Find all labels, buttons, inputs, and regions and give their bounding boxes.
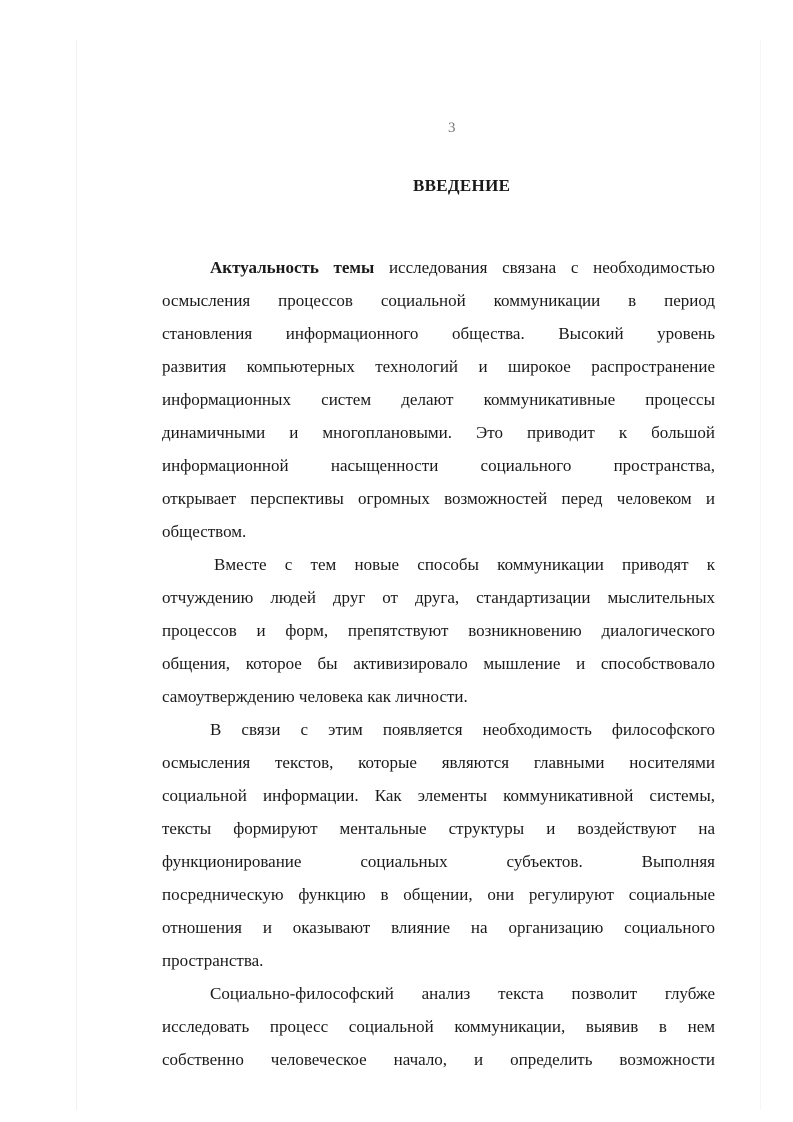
paragraph-1-line-6: динамичными и многоплановыми. Это приводит к большой [162,423,715,442]
bold-term: Актуальность темы [210,258,375,277]
paragraph-1-line-2: осмысления процессов социальной коммуникации в период [162,291,715,310]
paragraph-3-line-3: социальной информации. Как элементы коммуникативной системы, [162,786,715,805]
paragraph-1-line-5: информационных систем делают коммуникативные процессы [162,390,715,409]
paragraph-1-line-3: становления информационного общества. Высокий уровень [162,324,715,343]
paragraph-3-line-7: отношения и оказывают влияние на организацию социального [162,918,715,937]
paragraph-3-line-1: В связи с этим появляется необходимость философского [210,720,715,739]
paragraph-1-line-8: открывает перспективы огромных возможностей перед человеком и [162,489,715,508]
paragraph-2-line-4: общения, которое бы активизировало мышление и способствовало [162,654,715,673]
paragraph-2-line-3: процессов и форм, препятствуют возникновению диалогического [162,621,715,640]
paragraph-2-line-1: Вместе с тем новые способы коммуникации приводят к [214,555,715,574]
paragraph-3-line-4: тексты формируют ментальные структуры и воздействуют на [162,819,715,838]
paragraph-1-line-9: обществом. [162,522,247,541]
scan-edge-right [760,40,761,1110]
paragraph-3-line-5: функционирование социальных субъектов. Выполняя [162,852,715,871]
paragraph-3-line-2: осмысления текстов, которые являются главными носителями [162,753,715,772]
scan-edge-left [76,40,77,1110]
paragraph-3-line-8: пространства. [162,951,264,970]
paragraph-1-line-7: информационной насыщенности социального пространства, [162,456,715,475]
paragraph-3-line-6: посредническую функцию в общении, они регулируют социальные [162,885,715,904]
paragraph-4-line-1: Социально-философский анализ текста позволит глубже [210,984,715,1003]
paragraph-4-line-2: исследовать процесс социальной коммуникации, выявив в нем [162,1017,715,1036]
section-heading: ВВЕДЕНИЕ [413,176,511,195]
page-number: 3 [448,120,456,136]
paragraph-2-line-5: самоутверждению человека как личности. [162,687,468,706]
paragraph-1-line-1: Актуальность темы исследования связана с необходимостью [210,258,715,277]
paragraph-2-line-2: отчуждению людей друг от друга, стандартизации мыслительных [162,588,715,607]
paragraph-4-line-3: собственно человеческое начало, и определить возможности [162,1050,715,1069]
paragraph-1-line-4: развития компьютерных технологий и широкое распространение [162,357,715,376]
